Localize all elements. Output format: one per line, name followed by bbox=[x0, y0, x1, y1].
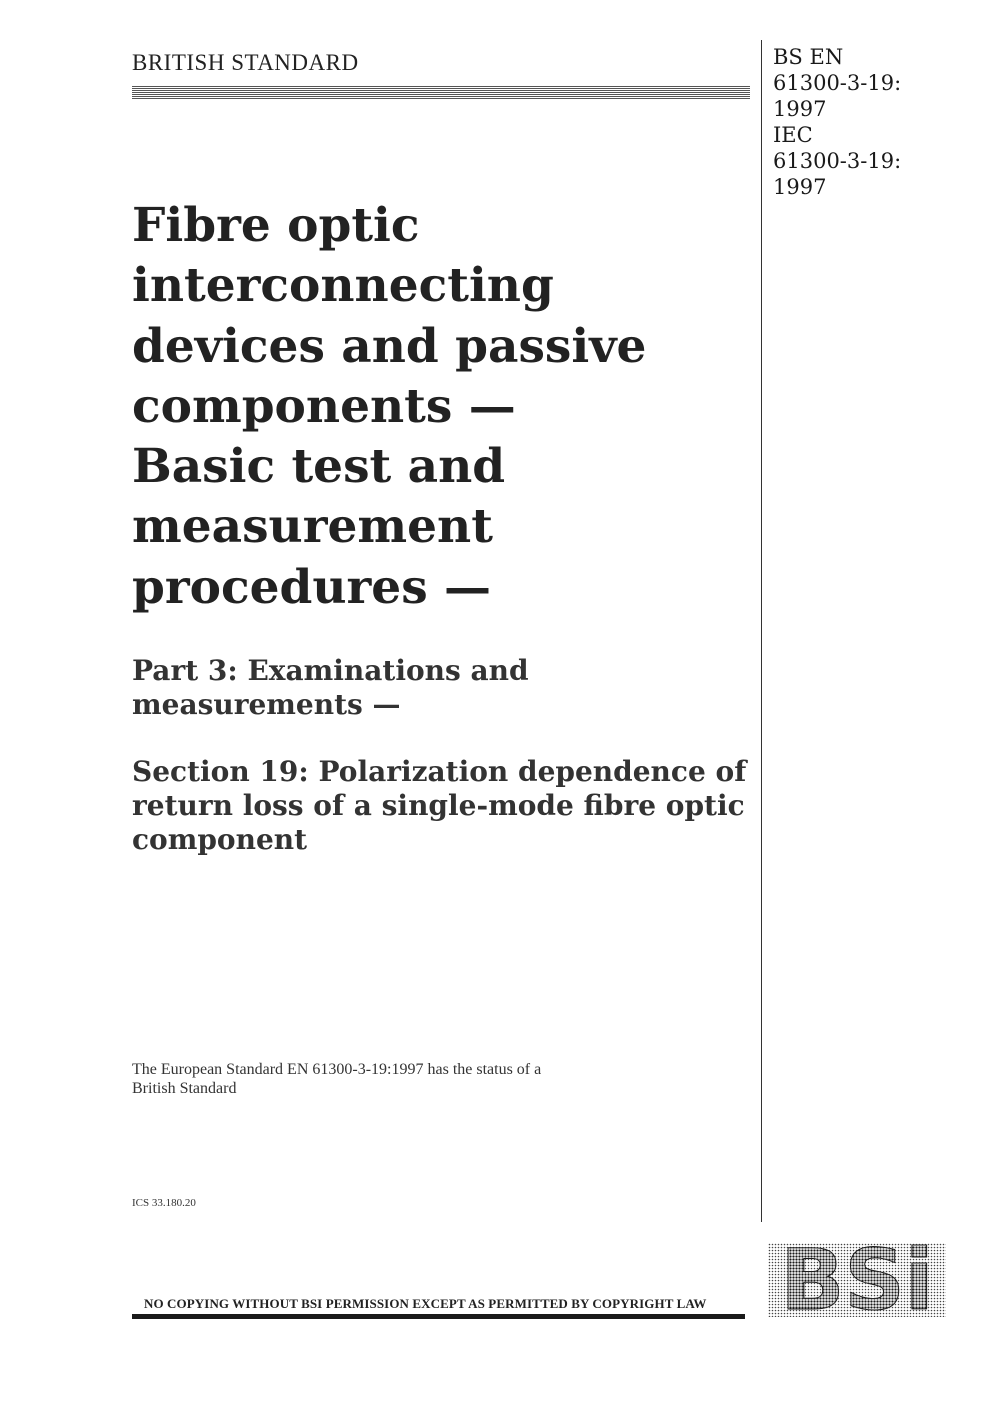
title-line: components — bbox=[132, 378, 516, 434]
section-subtitle bbox=[132, 755, 752, 857]
reference-line: IEC bbox=[773, 123, 813, 147]
vertical-divider bbox=[761, 40, 762, 1222]
ics-code: ICS 33.180.20 bbox=[132, 1197, 196, 1209]
standard-reference bbox=[773, 44, 901, 200]
title-line: measurement bbox=[132, 499, 493, 555]
status-line: British Standard bbox=[132, 1080, 237, 1097]
reference-line: 61300-3-19: bbox=[773, 71, 902, 95]
reference-line: 61300-3-19: bbox=[773, 149, 902, 173]
part-line: Part 3: Examinations and bbox=[132, 654, 529, 687]
section-line: component bbox=[132, 823, 308, 856]
header-label: BRITISH STANDARD bbox=[132, 50, 359, 75]
title-line: interconnecting bbox=[132, 258, 554, 314]
document-title bbox=[132, 196, 752, 618]
title-line: devices and passive bbox=[132, 318, 647, 374]
title-line: Basic test and bbox=[132, 439, 506, 495]
status-line: The European Standard EN 61300-3-19:1997 has the status of a bbox=[132, 1061, 542, 1078]
part-line: measurements — bbox=[132, 688, 401, 721]
title-line: procedures — bbox=[132, 559, 492, 615]
bsi-logo bbox=[768, 1243, 946, 1317]
section-line: return loss of a single-mode fibre optic bbox=[132, 789, 745, 822]
copyright-notice: NO COPYING WITHOUT BSI PERMISSION EXCEPT AS PERMITTED BY COPYRIGHT LAW bbox=[144, 1296, 707, 1311]
reference-line: 1997 bbox=[773, 175, 827, 199]
status-statement bbox=[132, 1060, 692, 1098]
header-rule bbox=[132, 86, 750, 99]
section-line: Section 19: Polarization dependence of bbox=[132, 755, 747, 788]
part-subtitle bbox=[132, 654, 752, 722]
reference-line: BS EN bbox=[773, 45, 844, 69]
bsi-logo-text: BSi bbox=[780, 1243, 934, 1317]
title-line: Fibre optic bbox=[132, 198, 420, 253]
footer-rule bbox=[132, 1314, 745, 1319]
reference-line: 1997 bbox=[773, 97, 827, 121]
